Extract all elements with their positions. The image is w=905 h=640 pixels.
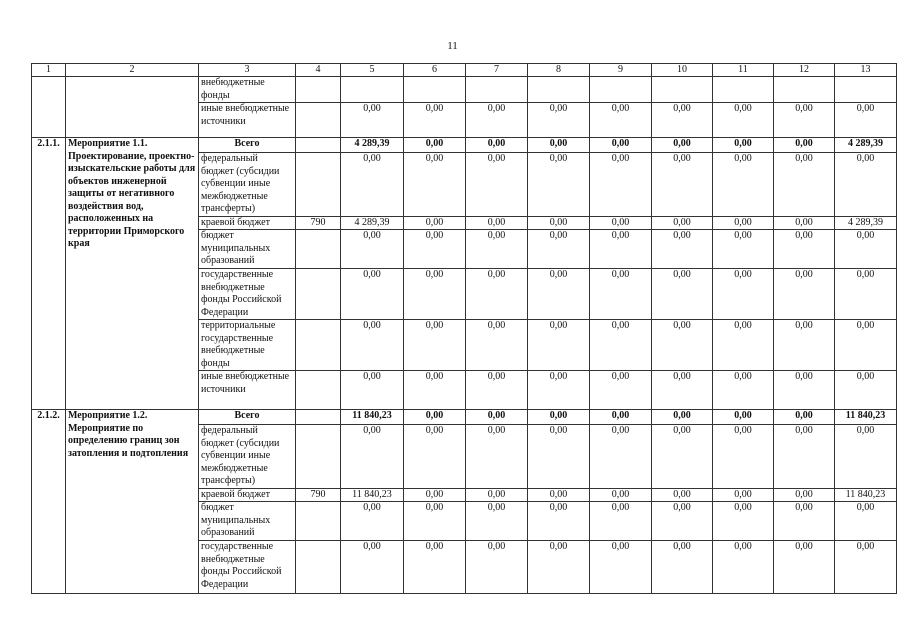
amount-cell: 0,00 bbox=[341, 425, 404, 489]
amount-cell: 0,00 bbox=[774, 138, 835, 153]
amount-cell: 0,00 bbox=[404, 502, 466, 541]
amount-cell: 0,00 bbox=[713, 541, 774, 594]
amount-cell: 0,00 bbox=[404, 541, 466, 594]
amount-cell: 0,00 bbox=[713, 230, 774, 269]
header-row bbox=[32, 64, 897, 77]
amount-cell: 0,00 bbox=[774, 541, 835, 594]
amount-cell: 0,00 bbox=[528, 371, 590, 410]
amount-cell: 0,00 bbox=[835, 153, 897, 217]
amount-cell: 0,00 bbox=[528, 410, 590, 425]
amount-cell: 0,00 bbox=[713, 320, 774, 371]
amount-cell bbox=[341, 77, 404, 103]
amount-cell: 0,00 bbox=[590, 502, 652, 541]
amount-cell bbox=[652, 77, 713, 103]
column-number: 8 bbox=[528, 64, 590, 77]
amount-cell bbox=[713, 77, 774, 103]
amount-cell: 0,00 bbox=[404, 230, 466, 269]
amount-cell: 0,00 bbox=[590, 541, 652, 594]
amount-cell: 0,00 bbox=[466, 488, 528, 502]
amount-cell: 4 289,39 bbox=[835, 216, 897, 230]
amount-cell: 0,00 bbox=[528, 216, 590, 230]
amount-cell: 0,00 bbox=[713, 410, 774, 425]
funding-source: бюджет муниципальных образований bbox=[199, 230, 296, 269]
funding-source: иные внебюджетные источники bbox=[199, 371, 296, 410]
amount-cell: 0,00 bbox=[835, 103, 897, 138]
column-number: 2 bbox=[66, 64, 199, 77]
funding-source: краевой бюджет bbox=[199, 216, 296, 230]
item-name bbox=[66, 77, 199, 138]
amount-cell: 0,00 bbox=[466, 320, 528, 371]
column-number: 11 bbox=[713, 64, 774, 77]
budget-code bbox=[296, 138, 341, 153]
amount-cell: 0,00 bbox=[774, 230, 835, 269]
amount-cell: 0,00 bbox=[652, 502, 713, 541]
table-row bbox=[32, 138, 897, 153]
amount-cell bbox=[590, 77, 652, 103]
amount-cell: 0,00 bbox=[835, 371, 897, 410]
amount-cell bbox=[466, 77, 528, 103]
amount-cell: 0,00 bbox=[774, 488, 835, 502]
amount-cell: 0,00 bbox=[652, 425, 713, 489]
funding-source: Всего bbox=[199, 410, 296, 425]
amount-cell: 0,00 bbox=[713, 103, 774, 138]
amount-cell: 0,00 bbox=[341, 502, 404, 541]
amount-cell: 0,00 bbox=[341, 230, 404, 269]
amount-cell: 0,00 bbox=[652, 541, 713, 594]
amount-cell: 0,00 bbox=[590, 153, 652, 217]
funding-source: федеральный бюджет (субсидии субвенции иные межбюджетные трансферты) bbox=[199, 425, 296, 489]
amount-cell: 0,00 bbox=[713, 502, 774, 541]
column-number: 4 bbox=[296, 64, 341, 77]
table-row bbox=[32, 410, 897, 425]
amount-cell: 0,00 bbox=[528, 488, 590, 502]
amount-cell: 0,00 bbox=[466, 541, 528, 594]
amount-cell: 0,00 bbox=[404, 216, 466, 230]
funding-source: федеральный бюджет (субсидии субвенции иные межбюджетные трансферты) bbox=[199, 153, 296, 217]
amount-cell: 0,00 bbox=[341, 541, 404, 594]
budget-code: 790 bbox=[296, 488, 341, 502]
budget-code: 790 bbox=[296, 216, 341, 230]
funding-source: государственные внебюджетные фонды Российской Федерации bbox=[199, 541, 296, 594]
amount-cell bbox=[404, 77, 466, 103]
amount-cell: 0,00 bbox=[713, 269, 774, 320]
amount-cell: 0,00 bbox=[713, 138, 774, 153]
column-number: 10 bbox=[652, 64, 713, 77]
amount-cell: 0,00 bbox=[404, 371, 466, 410]
item-number: 2.1.1. bbox=[32, 138, 66, 410]
amount-cell: 0,00 bbox=[774, 371, 835, 410]
amount-cell: 0,00 bbox=[466, 410, 528, 425]
amount-cell: 0,00 bbox=[652, 230, 713, 269]
amount-cell: 0,00 bbox=[835, 269, 897, 320]
amount-cell: 0,00 bbox=[835, 502, 897, 541]
amount-cell: 0,00 bbox=[404, 103, 466, 138]
amount-cell: 0,00 bbox=[590, 269, 652, 320]
amount-cell: 0,00 bbox=[404, 269, 466, 320]
column-number: 5 bbox=[341, 64, 404, 77]
amount-cell: 0,00 bbox=[341, 371, 404, 410]
amount-cell: 0,00 bbox=[713, 216, 774, 230]
amount-cell bbox=[528, 77, 590, 103]
budget-code bbox=[296, 410, 341, 425]
amount-cell: 0,00 bbox=[774, 320, 835, 371]
column-number: 3 bbox=[199, 64, 296, 77]
amount-cell: 0,00 bbox=[652, 320, 713, 371]
column-number: 13 bbox=[835, 64, 897, 77]
amount-cell: 11 840,23 bbox=[341, 488, 404, 502]
amount-cell: 0,00 bbox=[404, 425, 466, 489]
page-number: 11 bbox=[447, 40, 458, 52]
amount-cell: 0,00 bbox=[835, 425, 897, 489]
budget-code bbox=[296, 269, 341, 320]
budget-code bbox=[296, 77, 341, 103]
amount-cell: 0,00 bbox=[404, 153, 466, 217]
funding-source: государственные внебюджетные фонды Российской Федерации bbox=[199, 269, 296, 320]
amount-cell: 0,00 bbox=[341, 103, 404, 138]
amount-cell: 0,00 bbox=[713, 488, 774, 502]
column-number: 9 bbox=[590, 64, 652, 77]
amount-cell: 0,00 bbox=[652, 103, 713, 138]
amount-cell: 0,00 bbox=[835, 320, 897, 371]
amount-cell: 0,00 bbox=[466, 216, 528, 230]
amount-cell: 0,00 bbox=[774, 410, 835, 425]
amount-cell: 0,00 bbox=[652, 138, 713, 153]
amount-cell: 0,00 bbox=[466, 153, 528, 217]
item-number bbox=[32, 77, 66, 138]
funding-table bbox=[31, 63, 897, 594]
item-number: 2.1.2. bbox=[32, 410, 66, 594]
funding-source: иные внебюджетные источники bbox=[199, 103, 296, 138]
amount-cell: 0,00 bbox=[835, 541, 897, 594]
amount-cell: 11 840,23 bbox=[341, 410, 404, 425]
amount-cell: 0,00 bbox=[466, 103, 528, 138]
amount-cell: 0,00 bbox=[466, 502, 528, 541]
amount-cell: 0,00 bbox=[341, 153, 404, 217]
funding-source: территориальные государственные внебюджетные фонды bbox=[199, 320, 296, 371]
amount-cell: 0,00 bbox=[652, 410, 713, 425]
funding-source: внебюджетные фонды bbox=[199, 77, 296, 103]
amount-cell: 0,00 bbox=[466, 371, 528, 410]
amount-cell: 0,00 bbox=[466, 138, 528, 153]
amount-cell: 0,00 bbox=[590, 425, 652, 489]
amount-cell: 0,00 bbox=[590, 410, 652, 425]
amount-cell: 4 289,39 bbox=[341, 216, 404, 230]
amount-cell: 0,00 bbox=[774, 216, 835, 230]
amount-cell: 0,00 bbox=[528, 230, 590, 269]
amount-cell: 11 840,23 bbox=[835, 410, 897, 425]
amount-cell: 0,00 bbox=[774, 502, 835, 541]
amount-cell: 0,00 bbox=[590, 320, 652, 371]
column-number: 1 bbox=[32, 64, 66, 77]
amount-cell: 0,00 bbox=[774, 269, 835, 320]
column-number: 7 bbox=[466, 64, 528, 77]
budget-code bbox=[296, 541, 341, 594]
budget-code bbox=[296, 230, 341, 269]
amount-cell: 0,00 bbox=[590, 230, 652, 269]
amount-cell: 11 840,23 bbox=[835, 488, 897, 502]
budget-code bbox=[296, 502, 341, 541]
amount-cell: 0,00 bbox=[774, 103, 835, 138]
amount-cell: 0,00 bbox=[528, 502, 590, 541]
amount-cell: 0,00 bbox=[528, 269, 590, 320]
column-number: 12 bbox=[774, 64, 835, 77]
budget-code bbox=[296, 371, 341, 410]
item-name: Мероприятие 1.2. Мероприятие по определению границ зон затопления и подтопления bbox=[66, 410, 199, 594]
amount-cell: 4 289,39 bbox=[835, 138, 897, 153]
amount-cell: 0,00 bbox=[466, 269, 528, 320]
amount-cell: 0,00 bbox=[652, 371, 713, 410]
funding-source: краевой бюджет bbox=[199, 488, 296, 502]
amount-cell: 0,00 bbox=[590, 371, 652, 410]
amount-cell: 0,00 bbox=[466, 425, 528, 489]
amount-cell: 0,00 bbox=[528, 103, 590, 138]
amount-cell: 0,00 bbox=[713, 425, 774, 489]
amount-cell bbox=[774, 77, 835, 103]
amount-cell: 0,00 bbox=[528, 153, 590, 217]
amount-cell: 0,00 bbox=[652, 216, 713, 230]
amount-cell: 0,00 bbox=[341, 320, 404, 371]
amount-cell: 0,00 bbox=[774, 425, 835, 489]
amount-cell: 0,00 bbox=[590, 216, 652, 230]
table-row bbox=[32, 77, 897, 103]
amount-cell: 0,00 bbox=[404, 138, 466, 153]
budget-code bbox=[296, 103, 341, 138]
amount-cell: 0,00 bbox=[652, 153, 713, 217]
amount-cell: 0,00 bbox=[528, 138, 590, 153]
funding-source: бюджет муниципальных образований bbox=[199, 502, 296, 541]
amount-cell: 0,00 bbox=[590, 103, 652, 138]
amount-cell: 0,00 bbox=[404, 488, 466, 502]
amount-cell: 0,00 bbox=[466, 230, 528, 269]
amount-cell: 0,00 bbox=[590, 488, 652, 502]
amount-cell: 0,00 bbox=[404, 320, 466, 371]
amount-cell bbox=[835, 77, 897, 103]
column-number: 6 bbox=[404, 64, 466, 77]
amount-cell: 0,00 bbox=[528, 541, 590, 594]
item-name: Мероприятие 1.1. Проектирование, проектно-изыскательские работы для объектов инженерной защиты от негативного воздействия вод, расположенных на территории Приморского края bbox=[66, 138, 199, 410]
budget-code bbox=[296, 425, 341, 489]
amount-cell: 0,00 bbox=[652, 269, 713, 320]
amount-cell: 0,00 bbox=[528, 320, 590, 371]
amount-cell: 0,00 bbox=[528, 425, 590, 489]
budget-code bbox=[296, 153, 341, 217]
amount-cell: 0,00 bbox=[652, 488, 713, 502]
amount-cell: 0,00 bbox=[713, 153, 774, 217]
budget-code bbox=[296, 320, 341, 371]
amount-cell: 0,00 bbox=[713, 371, 774, 410]
amount-cell: 0,00 bbox=[404, 410, 466, 425]
amount-cell: 0,00 bbox=[590, 138, 652, 153]
amount-cell: 0,00 bbox=[774, 153, 835, 217]
amount-cell: 4 289,39 bbox=[341, 138, 404, 153]
amount-cell: 0,00 bbox=[341, 269, 404, 320]
funding-source: Всего bbox=[199, 138, 296, 153]
amount-cell: 0,00 bbox=[835, 230, 897, 269]
